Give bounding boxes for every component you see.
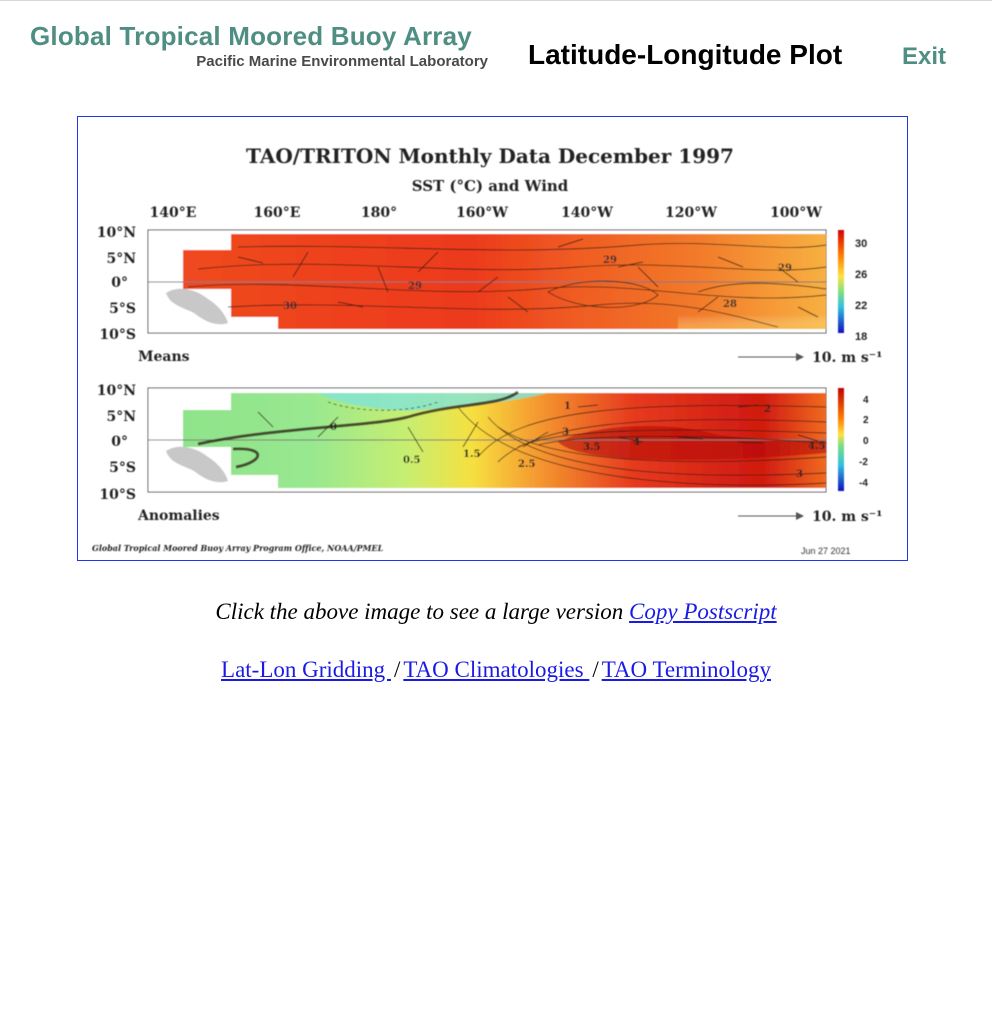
anom-cb-tick-3: -2 [859, 457, 868, 468]
means-contour-label-4: 28 [723, 299, 737, 310]
anom-contour-label-0: 0 [330, 422, 337, 433]
anom-contour-label-10: 3 [796, 469, 803, 480]
anomalies-panel [148, 388, 826, 492]
link-separator: / [393, 657, 401, 682]
anom-colorbar [838, 388, 844, 491]
lon-tick-1: 160°E [253, 205, 301, 221]
plot-footer-date: Jun 27 2021 [801, 546, 851, 556]
plot-image[interactable] [78, 117, 908, 561]
caption-text: Click the above image to see a large version [215, 599, 624, 624]
lon-tick-6: 100°W [770, 205, 822, 221]
means-contour-label-0: 29 [603, 255, 617, 266]
means-contour-label-1: 29 [778, 263, 792, 274]
anom-contour-label-1: 1 [564, 401, 571, 412]
lon-tick-3: 160°W [456, 205, 508, 221]
plot-image-link[interactable] [77, 116, 908, 561]
exit-link[interactable]: Exit [902, 43, 947, 70]
plot-subtitle: SST (°C) and Wind [411, 177, 569, 195]
anom-cb-tick-4: -4 [859, 478, 868, 489]
anom-contour-label-2: 2 [764, 404, 771, 415]
anom-cb-tick-0: 4 [863, 395, 869, 406]
brand-header [30, 21, 490, 70]
anom-cb-tick-1: 2 [863, 415, 869, 426]
means-cb-tick-1: 26 [855, 269, 868, 281]
lon-tick-2: 180° [360, 205, 398, 221]
lon-tick-4: 140°W [561, 205, 613, 221]
means-cb-tick-0: 30 [855, 238, 868, 250]
copy-postscript-link[interactable]: Copy Postscript [629, 599, 777, 624]
means-panel [148, 230, 826, 333]
means-cb-tick-2: 22 [855, 300, 868, 312]
page-title: Latitude-Longitude Plot [528, 39, 843, 70]
anom-lat-tick-4: 10°S [99, 487, 136, 503]
lon-tick-0: 140°E [149, 205, 197, 221]
anom-wind-ref: 10. m s⁻¹ [812, 509, 883, 525]
means-label: Means [138, 349, 190, 365]
means-contour-label-3: 29 [408, 281, 422, 292]
anom-contour-label-6: 4.5 [808, 441, 826, 452]
means-lat-tick-3: 5°S [109, 301, 136, 317]
anom-lat-tick-2: 0° [111, 434, 128, 450]
anom-contour-label-3: 3 [562, 427, 569, 438]
anom-contour-label-4: 3.5 [583, 442, 601, 453]
plot-title: TAO/TRITON Monthly Data December 1997 [246, 144, 734, 168]
anom-lat-tick-3: 5°S [109, 460, 136, 476]
lon-tick-5: 120°W [665, 205, 717, 221]
anom-contour-label-8: 1.5 [463, 449, 481, 460]
link-row [0, 657, 992, 683]
anom-contour-label-5: 4 [633, 437, 640, 448]
anom-contour-label-7: 0.5 [403, 455, 421, 466]
means-contour-label-2: 30 [283, 301, 297, 312]
means-lat-tick-4: 10°S [99, 327, 136, 343]
means-lat-tick-2: 0° [111, 275, 128, 291]
anomalies-label: Anomalies [138, 508, 220, 524]
means-colorbar [838, 230, 844, 333]
anom-contour-label-9: 2.5 [518, 459, 536, 470]
means-wind-ref: 10. m s⁻¹ [812, 350, 883, 366]
anom-cb-tick-2: 0 [863, 436, 869, 447]
means-lat-tick-1: 5°N [106, 251, 136, 267]
caption [0, 599, 992, 625]
anom-lat-tick-1: 5°N [106, 409, 136, 425]
brand-subtitle: Pacific Marine Environmental Laboratory [196, 53, 488, 70]
lat-lon-gridding-link[interactable]: Lat-Lon Gridding [221, 657, 391, 682]
means-cb-tick-3: 18 [855, 331, 868, 343]
plot-footer-credit: Global Tropical Moored Buoy Array Program Office, NOAA/PMEL [92, 543, 384, 553]
anom-lat-tick-0: 10°N [96, 383, 136, 399]
brand-title: Global Tropical Moored Buoy Array [30, 21, 472, 51]
means-lat-tick-0: 10°N [96, 225, 136, 241]
link-separator: / [592, 657, 599, 682]
tao-terminology-link[interactable]: TAO Terminology [601, 657, 771, 682]
tao-climatologies-link[interactable]: TAO Climatologies [403, 657, 590, 682]
